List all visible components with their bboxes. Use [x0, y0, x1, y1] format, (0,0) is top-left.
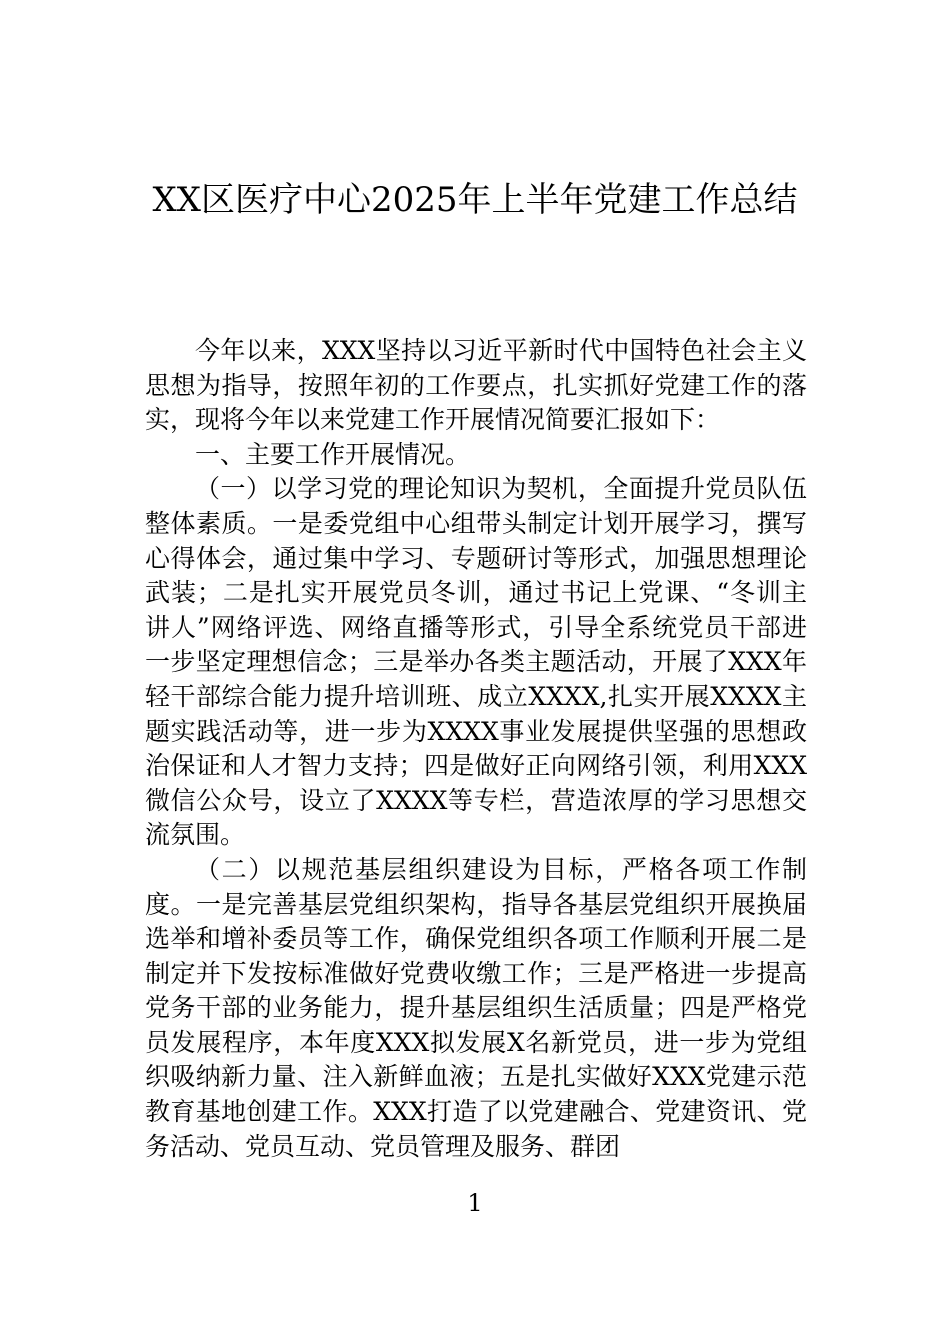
paragraph-section-2: （二）以规范基层组织建设为目标，严格各项工作制度。一是完善基层党组织架构，指导各基层党组织开展换届选举和增补委员等工作，确保党组织各项工作顺利开展二是制定并下发按标准做好党费收缴工作；三是严格进一步提高党务干部的业务能力，提升基层组织生活质量；四是严格党员发展程序，本年度XXX拟发展X名新党员，进一步为党组织吸纳新力量、注入新鲜血液；五是扎实做好XXX党建示范教育基地创建工作。XXX打造了以党建融合、党建资讯、党务活动、党员互动、党员管理及服务、群团 [145, 854, 807, 1161]
document-title: XX区医疗中心2025年上半年党建工作总结 [152, 180, 798, 220]
document-body [145, 334, 807, 1164]
section-heading-main-work: 一、主要工作开展情况。 [195, 439, 471, 469]
paragraph-intro: 今年以来，XXX坚持以习近平新时代中国特色社会主义思想为指导，按照年初的工作要点，扎实抓好党建工作的落实，现将今年以来党建工作开展情况简要汇报如下： [145, 336, 807, 435]
page-number: 1 [467, 1189, 483, 1217]
paragraph-section-1: （一）以学习党的理论知识为契机，全面提升党员队伍整体素质。一是委党组中心组带头制定计划开展学习，撰写心得体会，通过集中学习、专题研讨等形式，加强思想理论武装；二是扎实开展党员冬训，通过书记上党课、“冬训主讲人”网络评选、网络直播等形式，引导全系统党员干部进一步坚定理想信念；三是举办各类主题活动，开展了XXX年轻干部综合能力提升培训班、成立XXXX,扎实开展XXXX主题实践活动等，进一步为XXXX事业发展提供坚强的思想政治保证和人才智力支持；四是做好正向网络引领，利用XXX微信公众号，设立了XXXX等专栏，营造浓厚的学习思想交流氛围。 [145, 474, 807, 850]
